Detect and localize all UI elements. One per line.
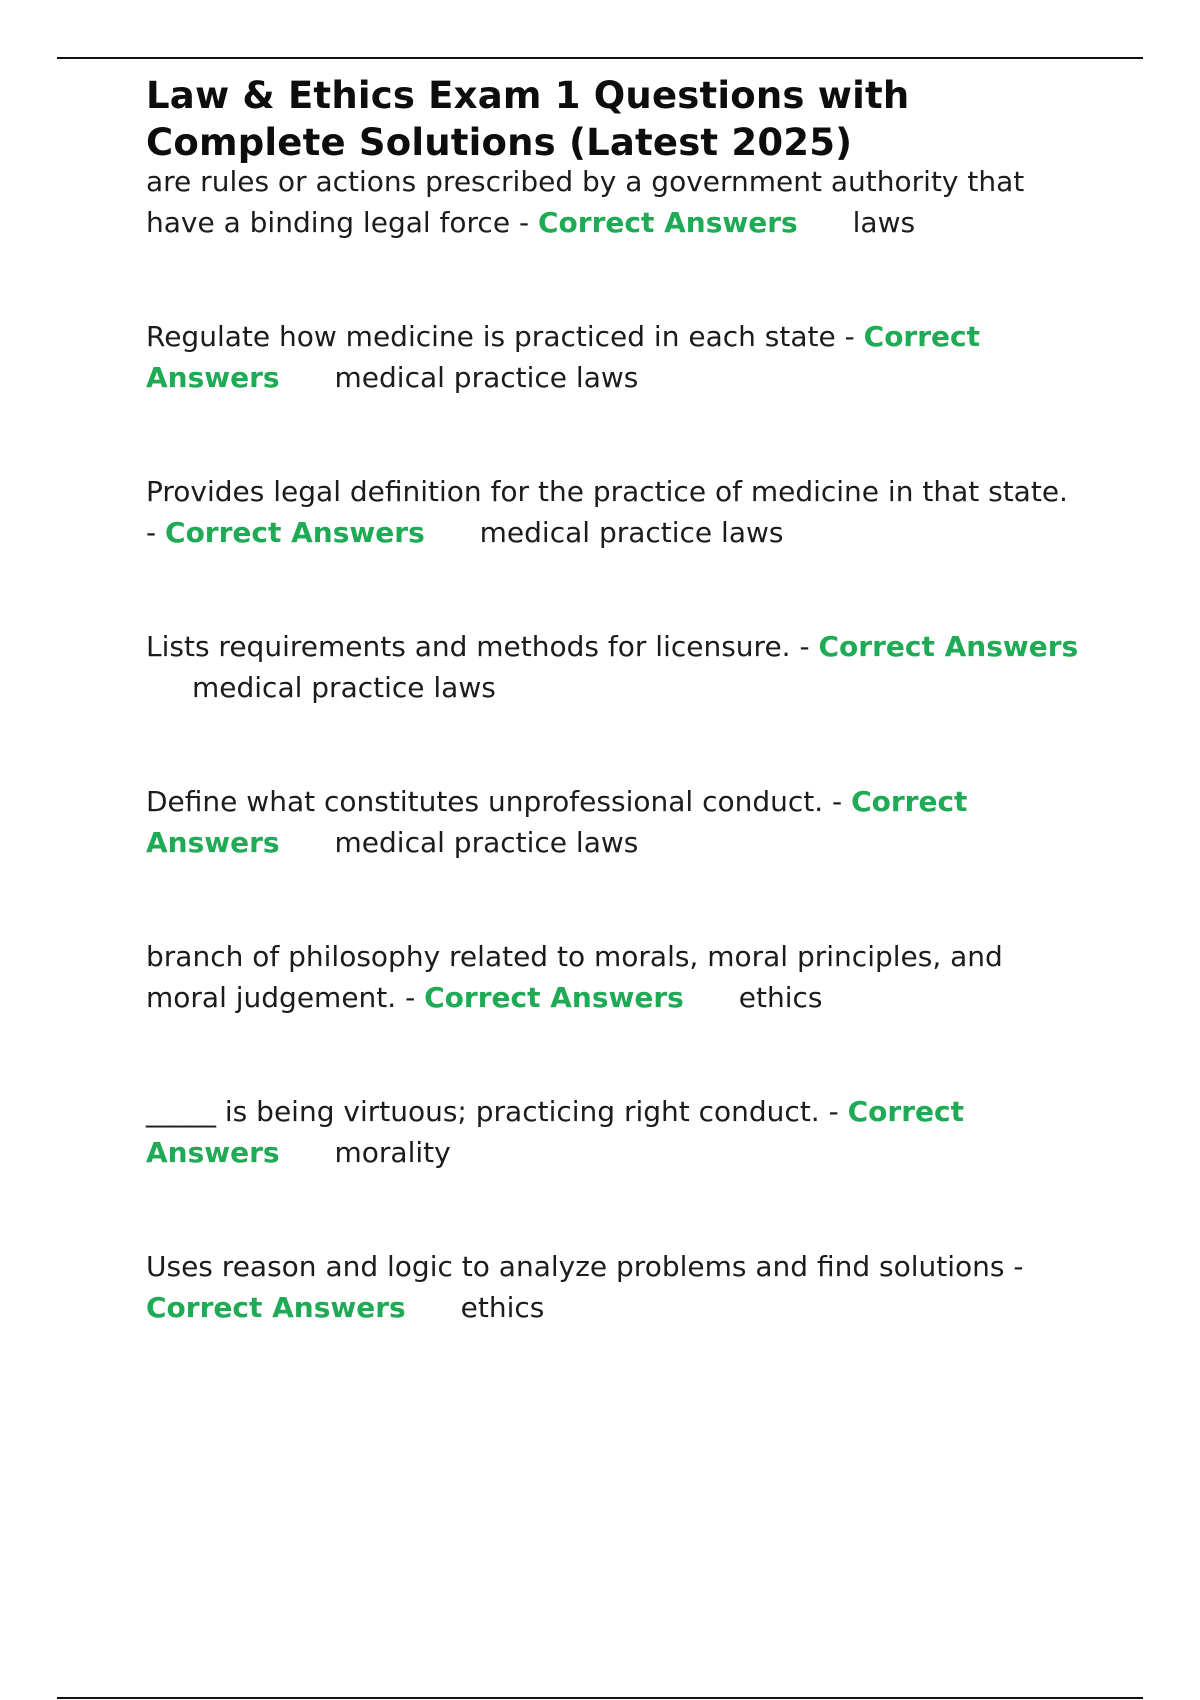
answer-text: ethics bbox=[738, 981, 823, 1014]
correct-answers-label: Correct Answers bbox=[146, 1291, 406, 1324]
document-body bbox=[146, 72, 1086, 1328]
separator: - bbox=[844, 320, 855, 353]
qa-item bbox=[146, 626, 1086, 708]
question-text: Define what constitutes unprofessional conduct. bbox=[146, 785, 824, 818]
separator: - bbox=[1013, 1250, 1024, 1283]
qa-item bbox=[146, 316, 1086, 398]
qa-item bbox=[146, 936, 1086, 1018]
correct-answers-label: Correct Answers bbox=[146, 320, 981, 394]
correct-answers-label: Correct Answers bbox=[424, 981, 684, 1014]
separator: - bbox=[146, 516, 157, 549]
separator: - bbox=[828, 1095, 839, 1128]
answer-text: laws bbox=[852, 206, 916, 239]
qa-item bbox=[146, 781, 1086, 863]
question-text: Lists requirements and methods for licensure. bbox=[146, 630, 791, 663]
qa-item bbox=[146, 161, 1086, 243]
header-rule bbox=[57, 57, 1143, 59]
question-text: _____ is being virtuous; practicing right conduct. bbox=[146, 1095, 820, 1128]
qa-item bbox=[146, 1091, 1086, 1173]
correct-answers-label: Correct Answers bbox=[146, 1095, 964, 1169]
separator: - bbox=[405, 981, 416, 1014]
document-title: Law & Ethics Exam 1 Questions with Complete Solutions (Latest 2025) bbox=[146, 74, 910, 164]
correct-answers-label: Correct Answers bbox=[818, 630, 1079, 663]
qa-item bbox=[146, 471, 1086, 553]
correct-answers-label: Correct Answers bbox=[165, 516, 425, 549]
question-text: Provides legal definition for the practice of medicine in that state. bbox=[146, 475, 1068, 508]
answer-text: medical practice laws bbox=[334, 361, 639, 394]
answer-text: ethics bbox=[460, 1291, 545, 1324]
separator: - bbox=[799, 630, 810, 663]
answer-text: morality bbox=[334, 1136, 451, 1169]
question-text: branch of philosophy related to morals, moral principles, and moral judgement. bbox=[146, 940, 1003, 1014]
qa-item bbox=[146, 1246, 1086, 1328]
separator: - bbox=[518, 206, 530, 239]
question-text: are rules or actions prescribed by a government authority that have a binding legal force bbox=[146, 165, 1025, 239]
question-text: Regulate how medicine is practiced in each state bbox=[146, 320, 836, 353]
correct-answers-label: Correct Answers bbox=[537, 206, 798, 239]
answer-text: medical practice laws bbox=[479, 516, 784, 549]
separator: - bbox=[832, 785, 843, 818]
answer-text: medical practice laws bbox=[192, 671, 496, 704]
correct-answers-label: Correct Answers bbox=[146, 785, 968, 859]
question-text: Uses reason and logic to analyze problems and find solutions bbox=[146, 1250, 1005, 1283]
answer-text: medical practice laws bbox=[334, 826, 639, 859]
footer-rule bbox=[57, 1697, 1143, 1699]
